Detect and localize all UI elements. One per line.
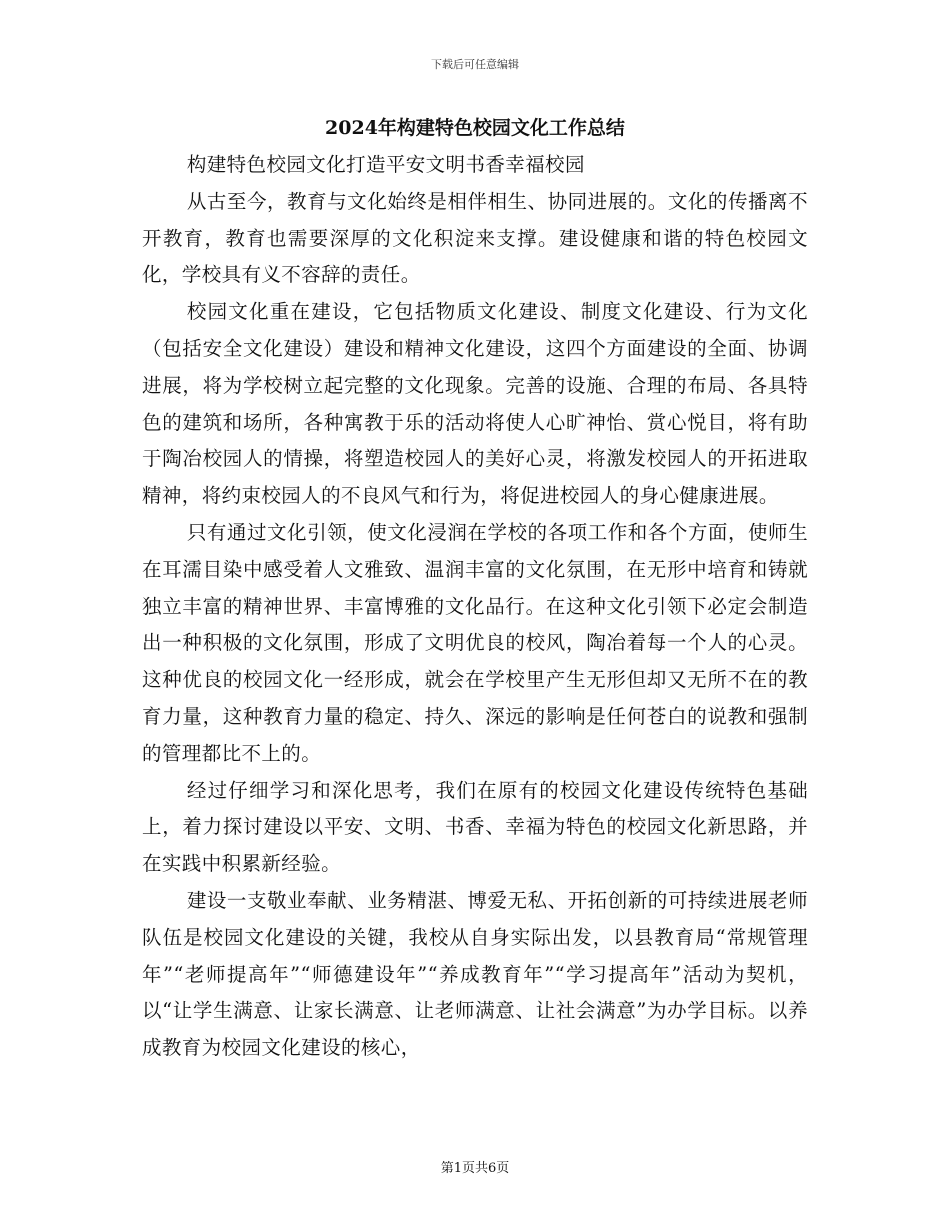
document-title: 2024年构建特色校园文化工作总结: [325, 117, 625, 139]
document-subtitle: 构建特色校园文化打造平安文明书香幸福校园: [186, 153, 585, 176]
paragraph-3: 只有通过文化引领，使文化浸润在学校的各项工作和各个方面，使师生在耳濡目染中感受着人文雅致、温润丰富的文化氛围，在无形中培育和铸就独立丰富的精神世界、丰富博雅的文化品行。在这种文化引领下必定会制造出一种积极的文化氛围，形成了文明优良的校风，陶冶着每一个人的心灵。这种优良的校园文化一经形成，就会在学校里产生无形但却又无所不在的教育力量，这种教育力量的稳定、持久、深远的影响是任何苍白的说教和强制的管理都比不上的。: [142, 520, 808, 765]
document-body: [142, 147, 808, 1067]
header-note: 下载后可任意编辑: [431, 58, 519, 71]
paragraph-5: 建设一支敬业奉献、业务精湛、博爱无私、开拓创新的可持续进展老师队伍是校园文化建设的关键，我校从自身实际出发，以县教育局“常规管理年”“老师提高年”“师德建设年”“养成教育年”“学习提高年”活动为契机，以“让学生满意、让家长满意、让老师满意、让社会满意”为办学目标。以养成教育为校园文化建设的核心，: [142, 888, 808, 1060]
page-number: 第1页共6页: [440, 1161, 510, 1176]
paragraph-1: 从古至今，教育与文化始终是相伴相生、协同进展的。文化的传播离不开教育，教育也需要深厚的文化积淀来支撑。建设健康和谐的特色校园文化，学校具有义不容辞的责任。: [142, 189, 808, 287]
paragraph-2: 校园文化重在建设，它包括物质文化建设、制度文化建设、行为文化（包括安全文化建设）建设和精神文化建设，这四个方面建设的全面、协调进展，将为学校树立起完整的文化现象。完善的设施、合理的布局、各具特色的建筑和场所，各种寓教于乐的活动将使人心旷神怡、赏心悦目，将有助于陶冶校园人的情操，将塑造校园人的美好心灵，将激发校园人的开拓进取精神，将约束校园人的不良风气和行为，将促进校园人的身心健康进展。: [142, 300, 808, 508]
paragraph-4: 经过仔细学习和深化思考，我们在原有的校园文化建设传统特色基础上，着力探讨建设以平安、文明、书香、幸福为特色的校园文化新思路，并在实践中积累新经验。: [142, 778, 808, 876]
